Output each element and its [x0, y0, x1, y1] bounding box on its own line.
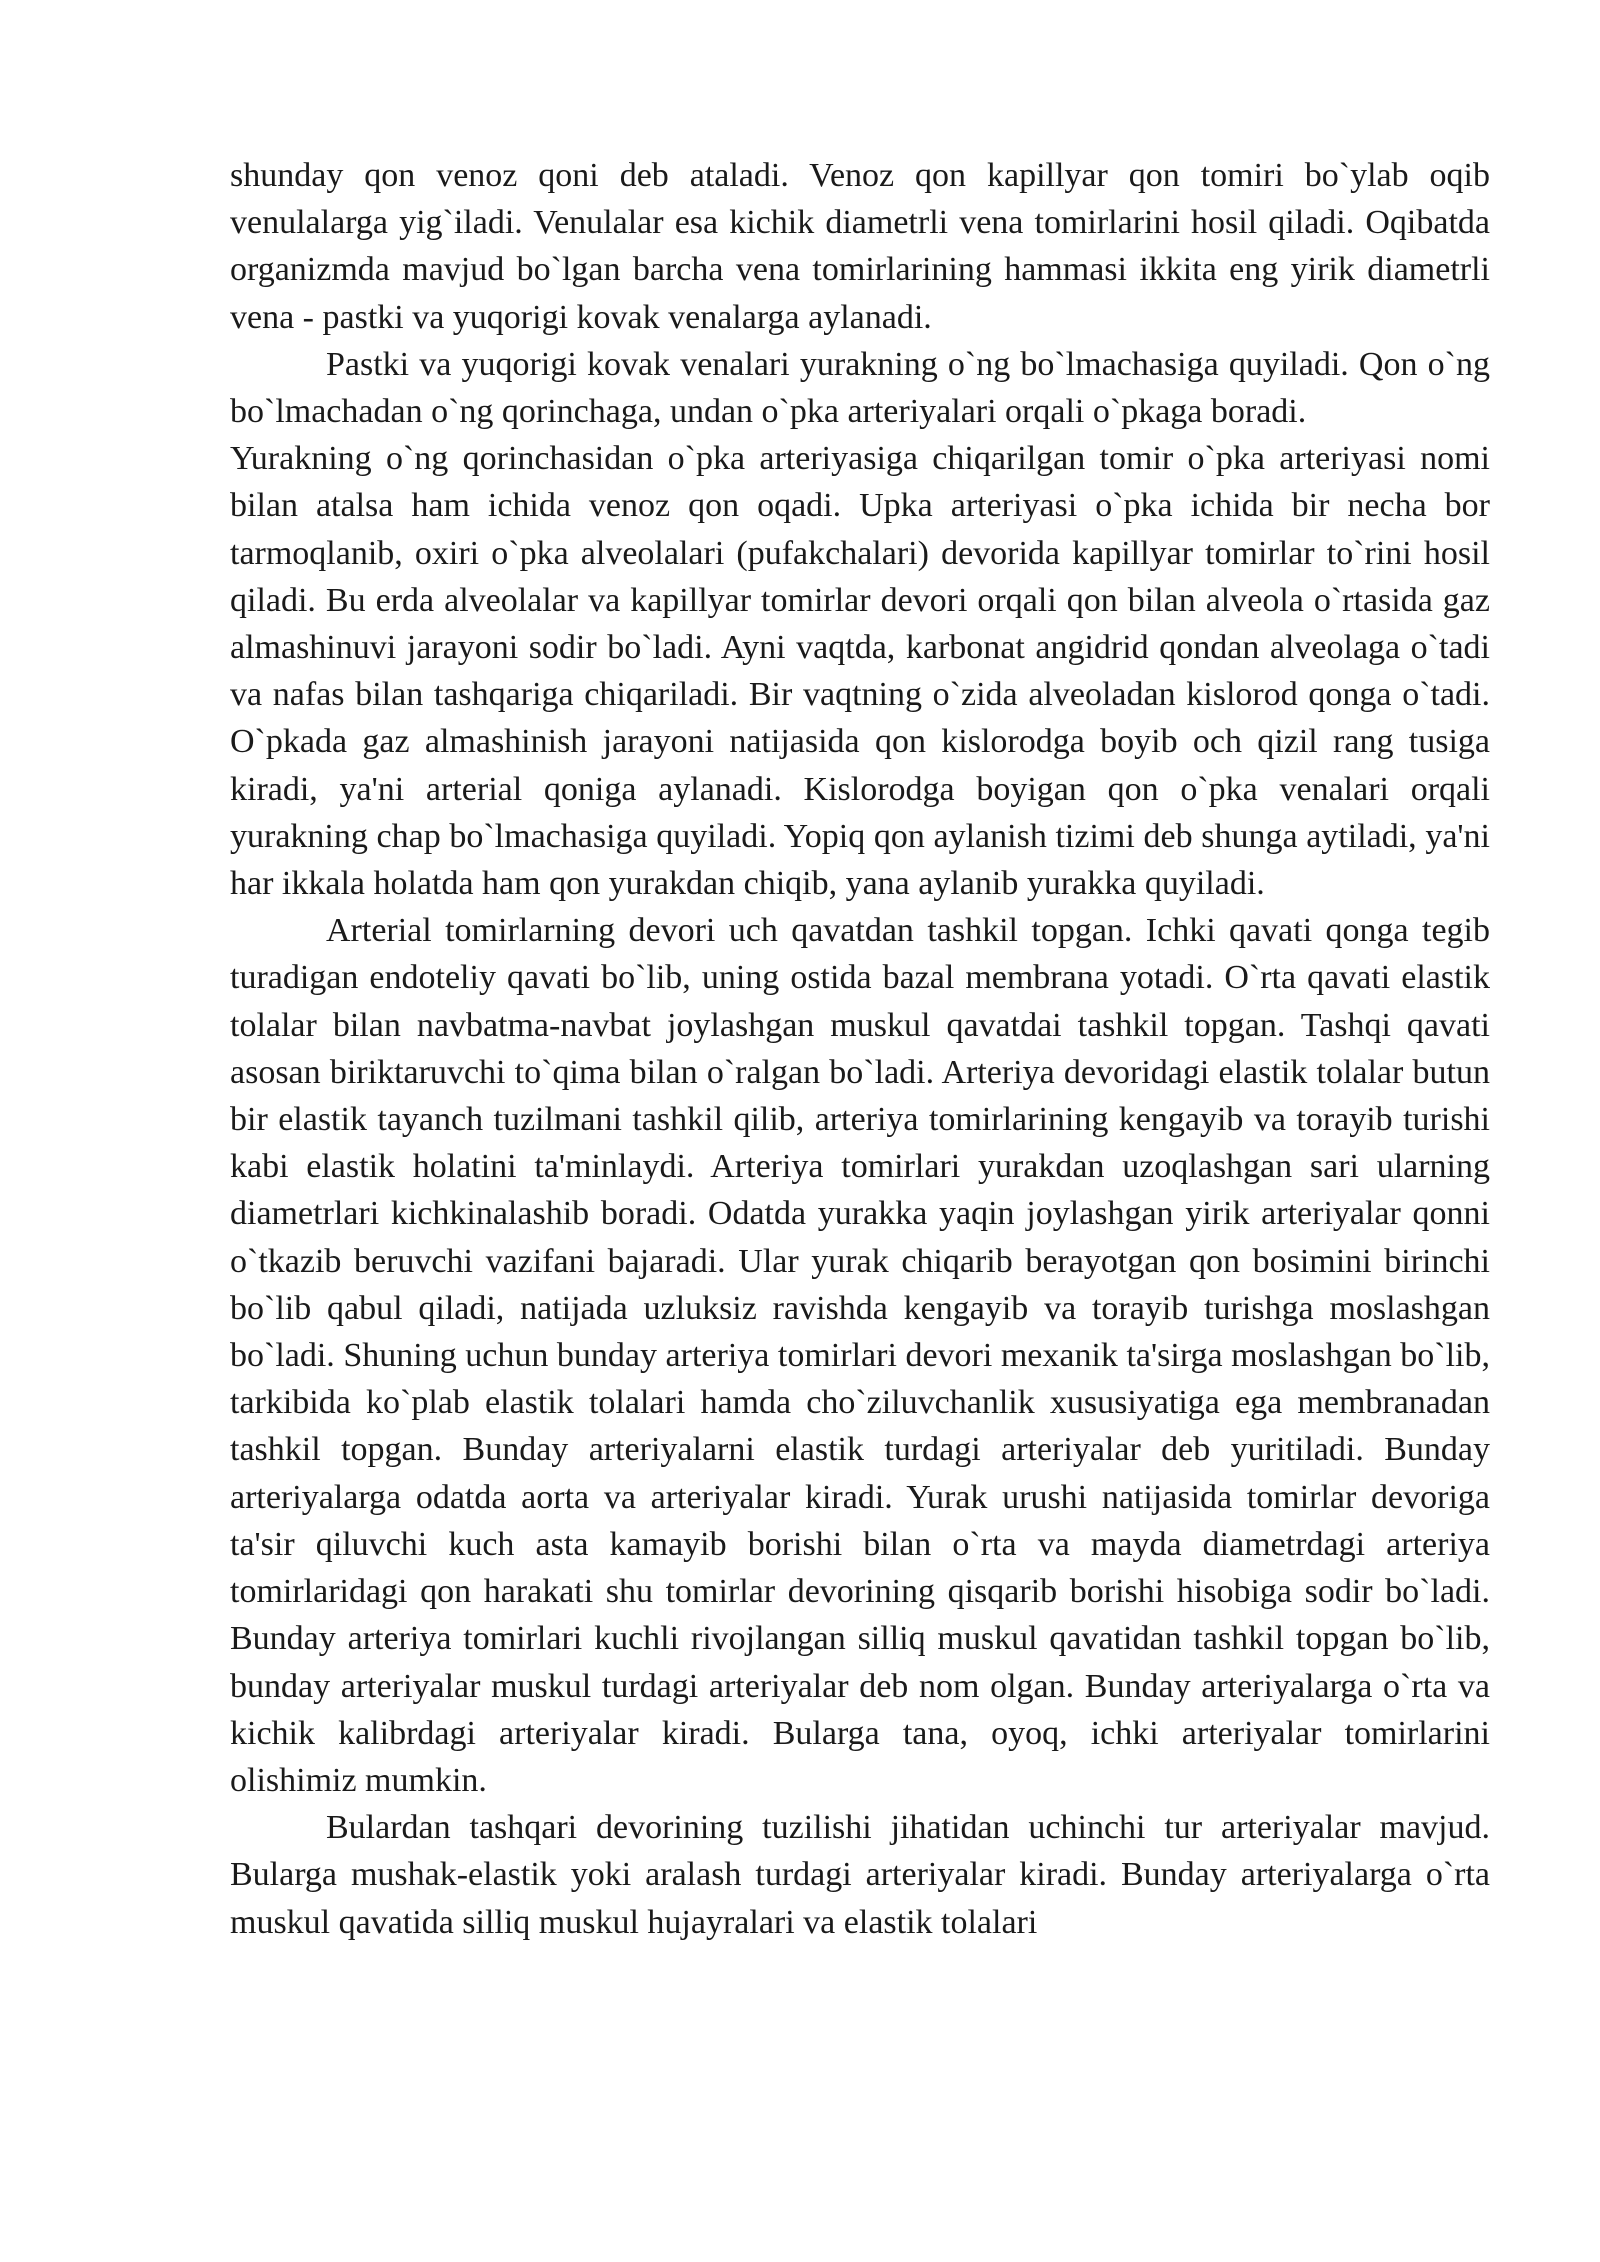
paragraph: Pastki va yuqorigi kovak venalari yurakning o`ng bo`lmachasiga quyiladi. Qon o`ng bo`lmachadan o`ng qorinchaga, undan o`pka arteriyalari orqali o`pkaga boradi.	[230, 345, 1490, 431]
paragraph: Arterial tomirlarning devori uch qavatdan tashkil topgan. Ichki qavati qonga tegib turadigan endoteliy qavati bo`lib, uning ostida bazal membrana yotadi. O`rta qavati elastik tolalar bilan navbatma-navbat joylashgan muskul qavatdai tashkil topgan. Tashqi qavati asosan biriktaruvchi to`qima bilan o`ralgan bo`ladi. Arteriya devoridagi elastik tolalar butun bir elastik tayanch tuzilmani tashkil qilib, arteriya tomirlarining kengayib va torayib turishi kabi elastik holatini ta'minlaydi. Arteriya tomirlari yurakdan uzoqlashgan sari ularning diametrlari kichkinalashib boradi. Odatda yurakka yaqin joylashgan yirik arteriyalar qonni o`tkazib beruvchi vazifani bajaradi. Ular yurak chiqarib berayotgan qon bosimini birinchi bo`lib qabul qiladi, natijada uzluksiz ravishda kengayib va torayib turishga moslashgan bo`ladi. Shuning uchun bunday arteriya tomirlari devori mexanik ta'sirga moslashgan bo`lib, tarkibida ko`plab elastik tolalari hamda cho`ziluvchanlik xususiyatiga ega membranadan tashkil topgan. Bunday arteriyalarni elastik turdagi arteriyalar deb yuritiladi. Bunday arteriyalarga odatda aorta va arteriyalar kiradi. Yurak urushi natijasida tomirlar devoriga ta'sir qiluvchi kuch asta kamayib borishi bilan o`rta va mayda diametrdagi arteriya tomirlaridagi qon harakati shu tomirlar devorining qisqarib borishi hisobiga sodir bo`ladi. Bunday arteriya tomirlari kuchli rivojlangan silliq muskul qavatidan tashkil topgan bo`lib, bunday arteriyalar muskul turdagi arteriyalar deb nom olgan. Bunday arteriyalarga o`rta va kichik kalibrdagi arteriyalar kiradi. Bularga tana, oyoq, ichki arteriyalar tomirlarini olishimiz mumkin.	[230, 912, 1490, 1799]
paragraph: shunday qon venoz qoni deb ataladi. Venoz qon kapillyar qon tomiri bo`ylab oqib venulalarga yig`iladi. Venulalar esa kichik diametrli vena tomirlarini hosil qiladi. Oqibatda organizmda mavjud bo`lgan barcha vena tomirlarining hammasi ikkita eng yirik diametrli vena - pastki va yuqorigi kovak venalarga aylanadi.	[230, 157, 1490, 336]
paragraph: Bulardan tashqari devorining tuzilishi jihatidan uchinchi tur arteriyalar mavjud. Bularga mushak-elastik yoki aralash turdagi arteriyalar kiradi. Bunday arteriyalarga o`rta muskul qavatida silliq muskul hujayralari va elastik tolalari	[230, 1809, 1490, 1941]
paragraph: Yurakning o`ng qorinchasidan o`pka arteriyasiga chiqarilgan tomir o`pka arteriyasi nomi bilan atalsa ham ichida venoz qon oqadi. Upka arteriyasi o`pka ichida bir necha bor tarmoqlanib, oxiri o`pka alveolalari (pufakchalari) devorida kapillyar tomirlar to`rini hosil qiladi. Bu erda alveolalar va kapillyar tomirlar devori orqali qon bilan alveola o`rtasida gaz almashinuvi jarayoni sodir bo`ladi. Ayni vaqtda, karbonat angidrid qondan alveolaga o`tadi va nafas bilan tashqariga chiqariladi. Bir vaqtning o`zida alveoladan kislorod qonga o`tadi. O`pkada gaz almashinish jarayoni natijasida qon kislorodga boyib och qizil rang tusiga kiradi, ya'ni arterial qoniga aylanadi. Kislorodga boyigan qon o`pka venalari orqali yurakning chap bo`lmachasiga quyiladi. Yopiq qon aylanish tizimi deb shunga aytiladi, ya'ni har ikkala holatda ham qon yurakdan chiqib, yana aylanib yurakka quyiladi.	[230, 440, 1490, 903]
document-page	[230, 152, 1490, 1946]
